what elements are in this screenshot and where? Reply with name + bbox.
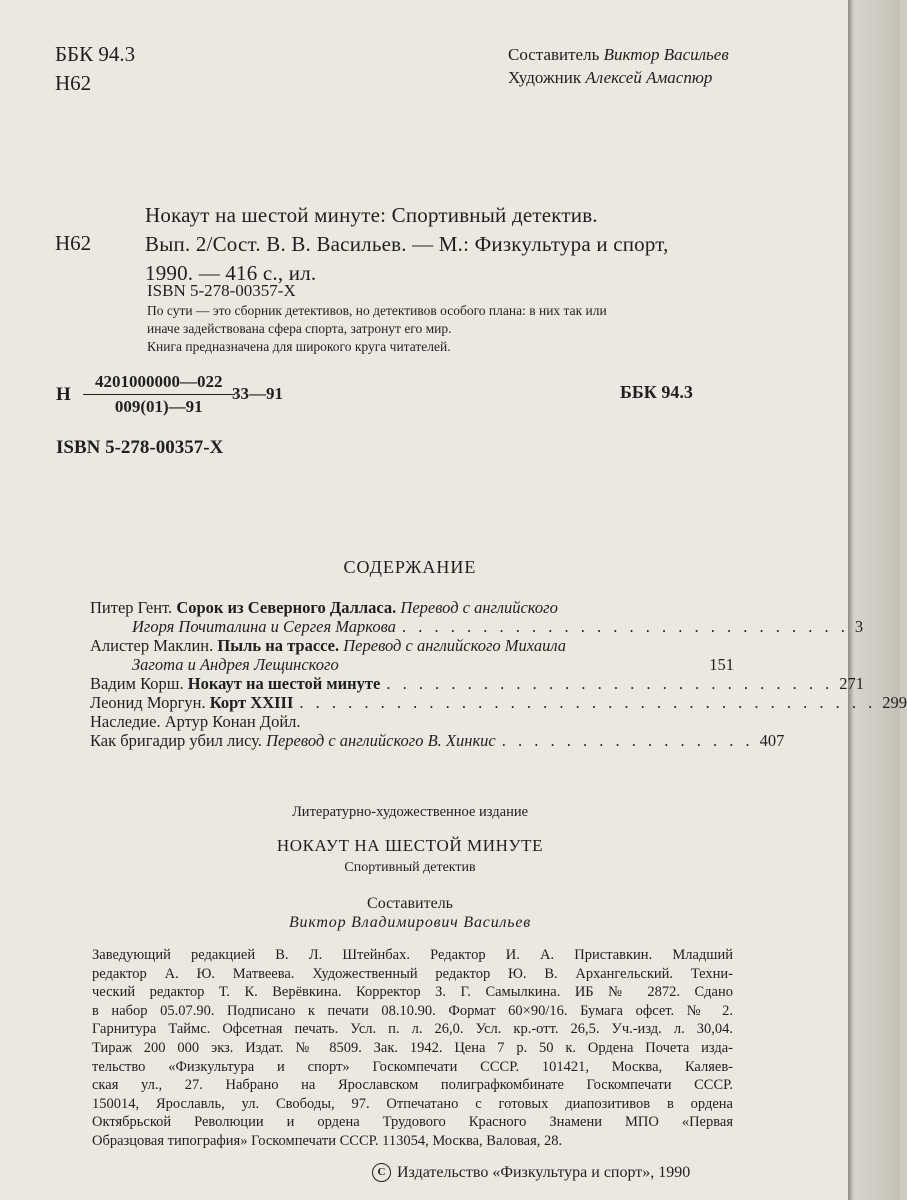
toc-author: Алистер Маклин. [90, 636, 214, 655]
colophon-line: Гарнитура Таймс. Офсетная печать. Усл. п. л. 26,0. Усл. кр.-отт. 26,5. Уч.-изд. л. 30,04. [92, 1021, 733, 1038]
catalog-line-3: 1990. — 416 с., ил. [145, 261, 317, 285]
bbk-block [55, 40, 135, 98]
catalog-title: Нокаут на шестой минуте: Спортивный детектив. [145, 203, 598, 227]
code-numerator: 4201000000—022 [83, 372, 235, 395]
artist-credit [508, 66, 729, 89]
toc-page: 299 [882, 693, 907, 712]
catalog-isbn: ISBN 5-278-00357-X [147, 281, 296, 300]
imprint-title: НОКАУТ НА ШЕСТОЙ МИНУТЕ [276, 836, 544, 855]
toc-note: Перевод с английского Михаила [343, 636, 567, 655]
colophon [92, 946, 733, 1151]
colophon-line: Образцовая типография» Госкомпечати СССР. 113054, Москва, Валовая, 28. [92, 1132, 563, 1149]
toc-entry [90, 636, 734, 674]
catalog-description [145, 201, 705, 288]
toc-entry [90, 598, 864, 636]
artist-label: Художник [508, 68, 582, 87]
colophon-line: редактор А. Ю. Матвеева. Художественный редактор Ю. В. Архангельский. Техни- [92, 965, 733, 982]
copyright-text: Издательство «Физкультура и спорт», 1990 [397, 1163, 691, 1181]
imprint-kind: Литературно-художественное издание [291, 804, 529, 820]
colophon-line: ская ул., 27. Набрано на Ярославском полиграфкомбинате Госкомпечати СССР. [92, 1077, 733, 1094]
toc-author: Питер Гент. [90, 598, 173, 617]
toc-title: СОДЕРЖАНИЕ [343, 557, 477, 577]
colophon-line: тельство «Физкультура и спорт» Госкомпечати СССР. 101421, Москва, Каляев- [92, 1058, 733, 1075]
code-prefix: Н [56, 384, 71, 405]
toc-note-cont: Загота и Андрея Лещинского [132, 655, 339, 674]
code-fraction [83, 372, 235, 417]
toc-page: 407 [759, 731, 785, 750]
toc-note: Перевод с английского В. Хинкис [266, 731, 496, 750]
catalog-abstract [147, 302, 707, 356]
catalog-mark: Н62 [55, 231, 92, 255]
artist-name: Алексей Амаспюр [585, 68, 713, 87]
abstract-line-2: иначе задействована сфера спорта, затронут его мир. [147, 321, 452, 336]
imprint-role: Составитель [367, 895, 453, 912]
catalog-line-2: Вып. 2/Сост. В. В. Васильев. — М.: Физкультура и спорт, [145, 232, 669, 256]
bbk-index: ББК 94.3 [55, 42, 136, 66]
toc-leader: . . . . . . . . . . . . . . . . . . . . . . . . . . . . . . . . . . . . [299, 693, 877, 712]
colophon-line: Заведующий редакцией В. Л. Штейнбах. Редактор И. А. Приставкин. Младший [92, 947, 733, 963]
toc-page: 151 [709, 655, 734, 674]
colophon-line: 150014, Ярославль, ул. Свободы, 97. Отпечатано с готовых диапозитивов в ордена [92, 1095, 733, 1112]
toc-note: Перевод с английского [400, 598, 558, 617]
toc-entry [90, 712, 785, 750]
compiler-label: Составитель [508, 45, 600, 64]
toc-work: Сорок из Северного Далласа. [176, 598, 397, 617]
toc-note-cont: Игоря Почиталина и Сергея Маркова [132, 617, 396, 636]
toc-work: Пыль на трассе. [217, 636, 340, 655]
toc-author: Наследие. Артур Конан Дойл. [90, 712, 301, 731]
toc-entry [90, 693, 907, 712]
colophon-line: Тираж 200 000 экз. Издат. № 8509. Зак. 1942. Цена 7 р. 50 к. Ордена Почета изда- [92, 1039, 733, 1056]
copyright-line [372, 1163, 690, 1182]
abstract-line-3: Книга предназначена для широкого круга читателей. [147, 339, 451, 354]
colophon-line: Октябрьской Революции и ордена Трудового Красного Знамени МПО «Первая [92, 1114, 733, 1131]
code-denominator: 009(01)—91 [114, 397, 203, 416]
credits-block [508, 43, 729, 89]
toc-author: Вадим Корш. [90, 674, 184, 693]
toc-page: 271 [839, 674, 864, 693]
author-mark: Н62 [55, 71, 92, 95]
code-number: 33—91 [232, 384, 283, 403]
compiler-name: Виктор Васильев [603, 45, 729, 64]
toc-work: Как бригадир убил лису. [90, 731, 262, 750]
toc-leader: . . . . . . . . . . . . . . . . [501, 731, 754, 750]
abstract-line-1: По сути — это сборник детективов, но детективов особого плана: в них так или [147, 303, 607, 318]
table-of-contents [90, 598, 907, 750]
toc-entry [90, 674, 864, 693]
next-page-edge [848, 0, 900, 1200]
code-bbk: ББК 94.3 [620, 382, 693, 402]
toc-leader: . . . . . . . . . . . . . . . . . . . . . . . . . . . . [401, 617, 849, 636]
copyright-icon: C [372, 1163, 391, 1182]
toc-page: 3 [854, 617, 864, 636]
toc-author: Леонид Моргун. [90, 693, 206, 712]
compiler-credit [508, 43, 729, 66]
imprint-subtitle: Спортивный детектив [344, 860, 476, 875]
colophon-line: в набор 05.07.90. Подписано к печати 08.10.90. Формат 60×90/16. Бумага офсет. № 2. [92, 1002, 733, 1019]
toc-work: Корт XXIII [209, 693, 294, 712]
toc-work: Нокаут на шестой минуте [187, 674, 381, 693]
toc-leader: . . . . . . . . . . . . . . . . . . . . . . . . . . . . [386, 674, 834, 693]
colophon-line: ческий редактор Т. К. Верёвкина. Корректор З. Г. Самылкина. ИБ № 2872. Сдано [92, 984, 733, 1001]
imprint-name: Виктор Владимирович Васильев [288, 914, 531, 931]
isbn: ISBN 5-278-00357-X [56, 437, 224, 458]
